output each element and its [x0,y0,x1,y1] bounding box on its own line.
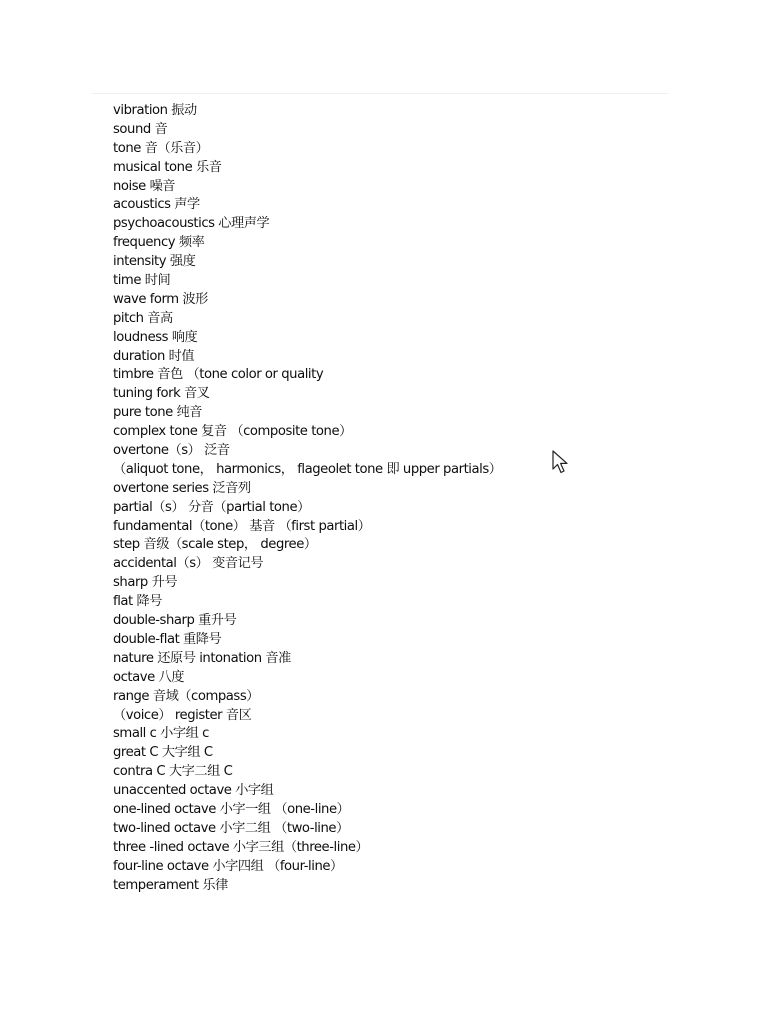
glossary-entry: acoustics 声学 [113,197,200,213]
glossary-entry: （aliquot tone， harmonics， flageolet tone 即 upper partials） [113,461,502,477]
glossary-entry: two-lined octave 小字二组 （two-line） [113,820,349,836]
glossary-entry: double-flat 重降号 [113,631,222,647]
glossary-entry: noise 噪音 [113,178,176,194]
glossary-entry: contra C 大字二组 C [113,764,233,780]
mouse-pointer-icon [552,450,570,476]
glossary-entry: sharp 升号 [113,575,178,591]
glossary-entry: timbre 音色 （tone color or quality [113,367,324,383]
glossary-entry: unaccented octave 小字组 [113,783,274,799]
glossary-entry: partial（s） 分音（partial tone） [113,499,310,515]
glossary-entry: four-line octave 小字四组 （four-line） [113,858,343,874]
glossary-entry: tuning fork 音叉 [113,386,210,402]
glossary-entry: fundamental（tone） 基音 （first partial） [113,518,371,534]
glossary-entry: pure tone 纯音 [113,405,203,421]
glossary-entry: intensity 强度 [113,254,196,270]
glossary-entry: great C 大字组 C [113,745,213,761]
glossary-entry: octave 八度 [113,669,185,685]
glossary-entry: one-lined octave 小字一组 （one-line） [113,801,350,817]
glossary-entry: flat 降号 [113,594,162,610]
glossary-entry: pitch 音高 [113,310,173,326]
glossary-entry: nature 还原号 intonation 音准 [113,650,291,666]
glossary-entry: time 时间 [113,273,171,289]
glossary-entry: duration 时值 [113,348,195,364]
top-divider [92,93,668,94]
glossary-entry: temperament 乐律 [113,877,228,893]
glossary-entry: wave form 波形 [113,291,208,307]
glossary-entry: three -lined octave 小字三组（three-line） [113,839,369,855]
glossary-entry: tone 音（乐音） [113,140,209,156]
glossary-entry: loudness 响度 [113,329,198,345]
music-terms-glossary [113,102,502,895]
glossary-entry: psychoacoustics 心理声学 [113,216,270,232]
glossary-entry: complex tone 复音 （composite tone） [113,424,352,440]
glossary-entry: small c 小字组 c [113,726,209,742]
glossary-entry: accidental（s） 变音记号 [113,556,264,572]
glossary-entry: （voice） register 音区 [113,707,252,723]
glossary-entry: double-sharp 重升号 [113,613,237,629]
glossary-entry: vibration 振动 [113,103,197,118]
glossary-entry: sound 音 [113,121,168,137]
glossary-entry: musical tone 乐音 [113,159,222,175]
glossary-entry: frequency 频率 [113,235,205,251]
glossary-entry: overtone（s） 泛音 [113,443,230,459]
glossary-entry: step 音级（scale step， degree） [113,537,317,553]
glossary-entry: overtone series 泛音列 [113,480,251,496]
glossary-entry: range 音域（compass） [113,688,259,704]
